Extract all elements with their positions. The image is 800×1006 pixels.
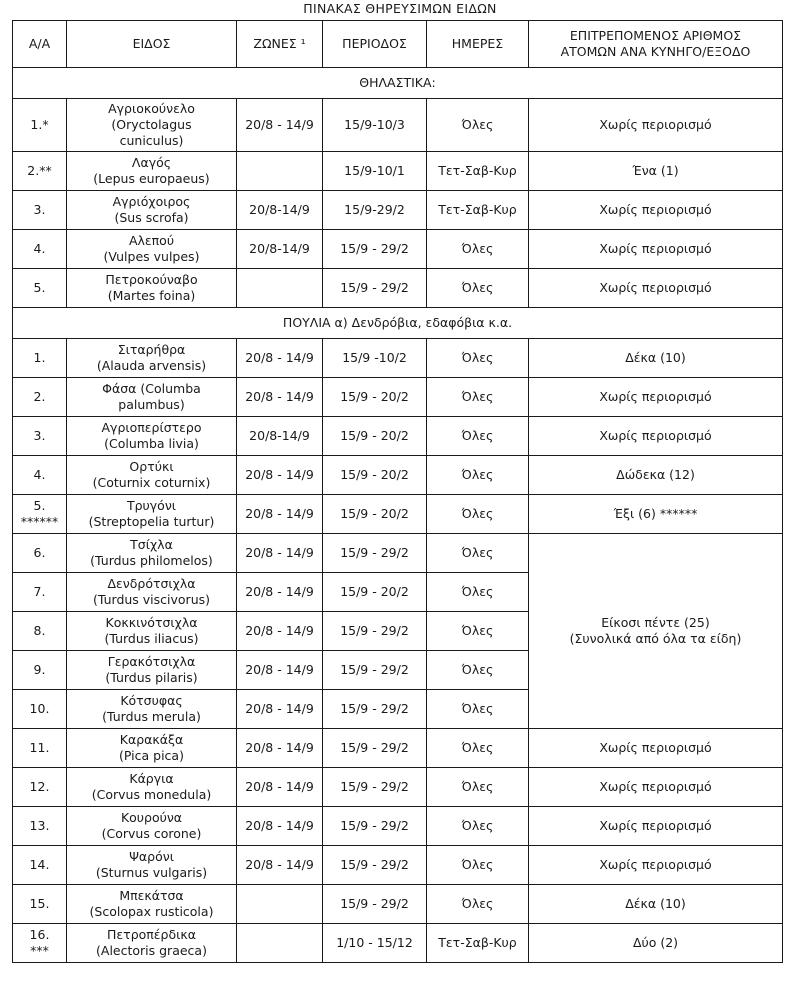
- species-latin: (Lepus europaeus): [93, 171, 210, 186]
- cell-species: [67, 456, 237, 495]
- cell-period: 15/9 - 29/2: [323, 230, 427, 269]
- species-name: Τρυγόνι: [126, 498, 177, 513]
- cell-period: 15/9 - 20/2: [323, 417, 427, 456]
- cell-days: Όλες: [427, 612, 529, 651]
- table-row: [13, 729, 783, 768]
- game-species-table: [12, 20, 783, 963]
- cell-days: Όλες: [427, 495, 529, 534]
- species-latin: (Turdus pilaris): [105, 670, 198, 685]
- cell-allowed: Χωρίς περιορισμό: [529, 417, 783, 456]
- cell-species: [67, 191, 237, 230]
- species-latin: palumbus): [118, 397, 185, 412]
- cell-species: [67, 534, 237, 573]
- species-name: Φάσα (Columba: [102, 381, 201, 396]
- cell-species: [67, 573, 237, 612]
- cell-aa: 11.: [13, 729, 67, 768]
- species-name: Κοκκινότσιχλα: [105, 615, 198, 630]
- species-name: Γερακότσιχλα: [107, 654, 196, 669]
- cell-allowed-thrush-group: Είκοσι πέντε (25) (Συνολικά από όλα τα είδη): [529, 534, 783, 729]
- cell-days: Όλες: [427, 573, 529, 612]
- species-name: Λαγός: [131, 155, 172, 170]
- cell-aa: 9.: [13, 651, 67, 690]
- table-row: [13, 269, 783, 308]
- cell-allowed: Χωρίς περιορισμό: [529, 768, 783, 807]
- species-name: Αλεπού: [128, 233, 175, 248]
- table-row: [13, 495, 783, 534]
- cell-days: Όλες: [427, 729, 529, 768]
- species-name: Κάργια: [129, 771, 174, 786]
- cell-species: [67, 99, 237, 152]
- cell-aa: 12.: [13, 768, 67, 807]
- cell-days: Όλες: [427, 690, 529, 729]
- cell-days: Τετ-Σαβ-Κυρ: [427, 152, 529, 191]
- cell-allowed: Δέκα (10): [529, 885, 783, 924]
- cell-period: 15/9 - 29/2: [323, 612, 427, 651]
- cell-period: 15/9 - 29/2: [323, 846, 427, 885]
- cell-allowed: Δέκα (10): [529, 339, 783, 378]
- section-row-birds: [13, 308, 783, 339]
- cell-zones: 20/8 - 14/9: [237, 99, 323, 152]
- cell-allowed: Χωρίς περιορισμό: [529, 99, 783, 152]
- table-row: [13, 456, 783, 495]
- cell-aa: 6.: [13, 534, 67, 573]
- cell-zones: [237, 885, 323, 924]
- species-latin: (Alectoris graeca): [96, 943, 207, 958]
- cell-period: 15/9 - 29/2: [323, 534, 427, 573]
- table-row: [13, 534, 783, 573]
- species-name: Κότσυφας: [120, 693, 183, 708]
- species-latin: (Corvus monedula): [91, 787, 212, 802]
- cell-period: 15/9 - 29/2: [323, 729, 427, 768]
- cell-period: 15/9 - 20/2: [323, 378, 427, 417]
- cell-days: Όλες: [427, 807, 529, 846]
- cell-zones: 20/8 - 14/9: [237, 651, 323, 690]
- table-title: ΠΙΝΑΚΑΣ ΘΗΡΕΥΣΙΜΩΝ ΕΙΔΩΝ: [303, 1, 497, 16]
- cell-species: [67, 230, 237, 269]
- cell-period: 15/9 - 20/2: [323, 456, 427, 495]
- header-allowed: ΕΠΙΤΡΕΠΟΜΕΝΟΣ ΑΡΙΘΜΟΣ ΑΤΟΜΩΝ ΑΝΑ ΚΥΝΗΓΟ/ΕΞΟΔΟ: [529, 21, 783, 68]
- cell-days: Όλες: [427, 269, 529, 308]
- table-row: [13, 885, 783, 924]
- cell-species: [67, 807, 237, 846]
- species-name: Σιταρήθρα: [117, 342, 186, 357]
- cell-period: 15/9-29/2: [323, 191, 427, 230]
- cell-period: 15/9 - 29/2: [323, 269, 427, 308]
- cell-species: [67, 846, 237, 885]
- species-name: Μπεκάτσα: [119, 888, 184, 903]
- cell-days: Όλες: [427, 339, 529, 378]
- species-latin: (Alauda arvensis): [96, 358, 207, 373]
- cell-period: 15/9-10/1: [323, 152, 427, 191]
- species-latin: (Pica pica): [119, 748, 184, 763]
- cell-days: Όλες: [427, 651, 529, 690]
- species-latin: (Scolopax rusticola): [89, 904, 214, 919]
- cell-species: [67, 269, 237, 308]
- species-latin: (Streptopelia turtur): [88, 514, 215, 529]
- cell-species: [67, 690, 237, 729]
- cell-species: [67, 885, 237, 924]
- table-row: [13, 191, 783, 230]
- cell-days: Όλες: [427, 846, 529, 885]
- table-row: [13, 924, 783, 963]
- cell-aa: 3.: [13, 417, 67, 456]
- cell-zones: 20/8 - 14/9: [237, 729, 323, 768]
- section-birds: ΠΟΥΛΙΑ α) Δενδρόβια, εδαφόβια κ.α.: [13, 308, 783, 339]
- cell-aa: 16. ***: [13, 924, 67, 963]
- cell-zones: 20/8 - 14/9: [237, 846, 323, 885]
- species-latin: (Columba livia): [104, 436, 199, 451]
- cell-allowed: Ένα (1): [529, 152, 783, 191]
- table-row: [13, 846, 783, 885]
- cell-species: [67, 651, 237, 690]
- table-row: [13, 339, 783, 378]
- cell-aa: 3.: [13, 191, 67, 230]
- cell-zones: [237, 924, 323, 963]
- cell-species: [67, 729, 237, 768]
- cell-aa: 1.: [13, 339, 67, 378]
- cell-period: 15/9 - 29/2: [323, 885, 427, 924]
- cell-days: Όλες: [427, 378, 529, 417]
- cell-aa: 2.: [13, 378, 67, 417]
- cell-period: 15/9 - 29/2: [323, 807, 427, 846]
- species-name: Καρακάξα: [119, 732, 184, 747]
- cell-zones: 20/8-14/9: [237, 230, 323, 269]
- header-days: ΗΜΕΡΕΣ: [427, 21, 529, 68]
- species-name: Τσίχλα: [130, 537, 173, 552]
- cell-zones: 20/8 - 14/9: [237, 456, 323, 495]
- cell-zones: 20/8 - 14/9: [237, 573, 323, 612]
- cell-species: [67, 924, 237, 963]
- species-latin: (Turdus philomelos): [90, 553, 213, 568]
- header-species: ΕΙΔΟΣ: [67, 21, 237, 68]
- species-name: Δενδρότσιχλα: [107, 576, 196, 591]
- species-name: Κουρούνα: [120, 810, 183, 825]
- cell-zones: 20/8 - 14/9: [237, 495, 323, 534]
- cell-days: Όλες: [427, 230, 529, 269]
- species-name: Αγριοκούνελο: [108, 101, 195, 116]
- cell-aa: 7.: [13, 573, 67, 612]
- cell-period: 1/10 - 15/12: [323, 924, 427, 963]
- species-latin: (Corvus corone): [101, 826, 202, 841]
- section-row-mammals: [13, 68, 783, 99]
- species-name: Ορτύκι: [129, 459, 174, 474]
- cell-aa: 15.: [13, 885, 67, 924]
- cell-days: Όλες: [427, 456, 529, 495]
- species-latin: (Martes foina): [107, 288, 196, 303]
- cell-days: Τετ-Σαβ-Κυρ: [427, 191, 529, 230]
- cell-species: [67, 612, 237, 651]
- cell-zones: 20/8 - 14/9: [237, 378, 323, 417]
- cell-zones: 20/8-14/9: [237, 191, 323, 230]
- table-row: [13, 152, 783, 191]
- species-name: Αγριοπερίστερο: [101, 420, 202, 435]
- cell-allowed: Χωρίς περιορισμό: [529, 378, 783, 417]
- cell-zones: [237, 152, 323, 191]
- table-row: [13, 99, 783, 152]
- cell-period: 15/9-10/3: [323, 99, 427, 152]
- species-latin: (Sturnus vulgaris): [95, 865, 208, 880]
- species-name: Πετροκούναβο: [105, 272, 198, 287]
- cell-aa: 10.: [13, 690, 67, 729]
- cell-days: Όλες: [427, 534, 529, 573]
- cell-zones: 20/8 - 14/9: [237, 339, 323, 378]
- cell-allowed: Χωρίς περιορισμό: [529, 269, 783, 308]
- header-row: [13, 21, 783, 68]
- cell-aa: 13.: [13, 807, 67, 846]
- cell-aa: 1.*: [13, 99, 67, 152]
- species-latin: (Turdus merula): [102, 709, 201, 724]
- table-row: [13, 768, 783, 807]
- cell-species: [67, 152, 237, 191]
- header-aa: Α/Α: [13, 21, 67, 68]
- cell-period: 15/9 - 20/2: [323, 495, 427, 534]
- species-latin: (Coturnix coturnix): [92, 475, 211, 490]
- cell-zones: [237, 269, 323, 308]
- cell-zones: 20/8 - 14/9: [237, 534, 323, 573]
- section-mammals: ΘΗΛΑΣΤΙΚΑ:: [13, 68, 783, 99]
- cell-aa: 14.: [13, 846, 67, 885]
- cell-period: 15/9 - 29/2: [323, 651, 427, 690]
- species-latin: (Turdus viscivorus): [92, 592, 211, 607]
- species-latin: (Oryctolagus cuniculus): [111, 117, 192, 148]
- cell-zones: 20/8-14/9: [237, 417, 323, 456]
- cell-aa: 4.: [13, 456, 67, 495]
- cell-days: Όλες: [427, 768, 529, 807]
- cell-allowed: Δώδεκα (12): [529, 456, 783, 495]
- cell-species: [67, 339, 237, 378]
- cell-days: Όλες: [427, 417, 529, 456]
- species-name: Ψαρόνι: [129, 849, 174, 864]
- header-period: ΠΕΡΙΟΔΟΣ: [323, 21, 427, 68]
- cell-allowed: Χωρίς περιορισμό: [529, 846, 783, 885]
- cell-species: [67, 378, 237, 417]
- cell-allowed: Χωρίς περιορισμό: [529, 230, 783, 269]
- table-row: [13, 417, 783, 456]
- cell-period: 15/9 - 29/2: [323, 690, 427, 729]
- cell-allowed: Χωρίς περιορισμό: [529, 807, 783, 846]
- cell-allowed: Έξι (6) ******: [529, 495, 783, 534]
- cell-species: [67, 495, 237, 534]
- header-zones: ΖΩΝΕΣ ¹: [237, 21, 323, 68]
- cell-zones: 20/8 - 14/9: [237, 768, 323, 807]
- cell-allowed: Χωρίς περιορισμό: [529, 191, 783, 230]
- cell-period: 15/9 -10/2: [323, 339, 427, 378]
- species-latin: (Sus scrofa): [114, 210, 189, 225]
- species-name: Αγριόχοιρος: [112, 194, 191, 209]
- species-name: Πετροπέρδικα: [107, 927, 196, 942]
- cell-allowed: Χωρίς περιορισμό: [529, 729, 783, 768]
- cell-species: [67, 417, 237, 456]
- table-row: [13, 378, 783, 417]
- species-latin: (Turdus iliacus): [104, 631, 199, 646]
- cell-aa: 2.**: [13, 152, 67, 191]
- cell-period: 15/9 - 20/2: [323, 573, 427, 612]
- cell-zones: 20/8 - 14/9: [237, 690, 323, 729]
- cell-zones: 20/8 - 14/9: [237, 807, 323, 846]
- species-latin: (Vulpes vulpes): [103, 249, 200, 264]
- cell-days: Όλες: [427, 885, 529, 924]
- cell-aa: 8.: [13, 612, 67, 651]
- cell-zones: 20/8 - 14/9: [237, 612, 323, 651]
- table-row: [13, 230, 783, 269]
- cell-allowed: Δύο (2): [529, 924, 783, 963]
- cell-aa: 5.: [13, 269, 67, 308]
- cell-period: 15/9 - 29/2: [323, 768, 427, 807]
- cell-days: Τετ-Σαβ-Κυρ: [427, 924, 529, 963]
- cell-days: Όλες: [427, 99, 529, 152]
- table-row: [13, 807, 783, 846]
- cell-aa: 5. ******: [13, 495, 67, 534]
- cell-aa: 4.: [13, 230, 67, 269]
- cell-species: [67, 768, 237, 807]
